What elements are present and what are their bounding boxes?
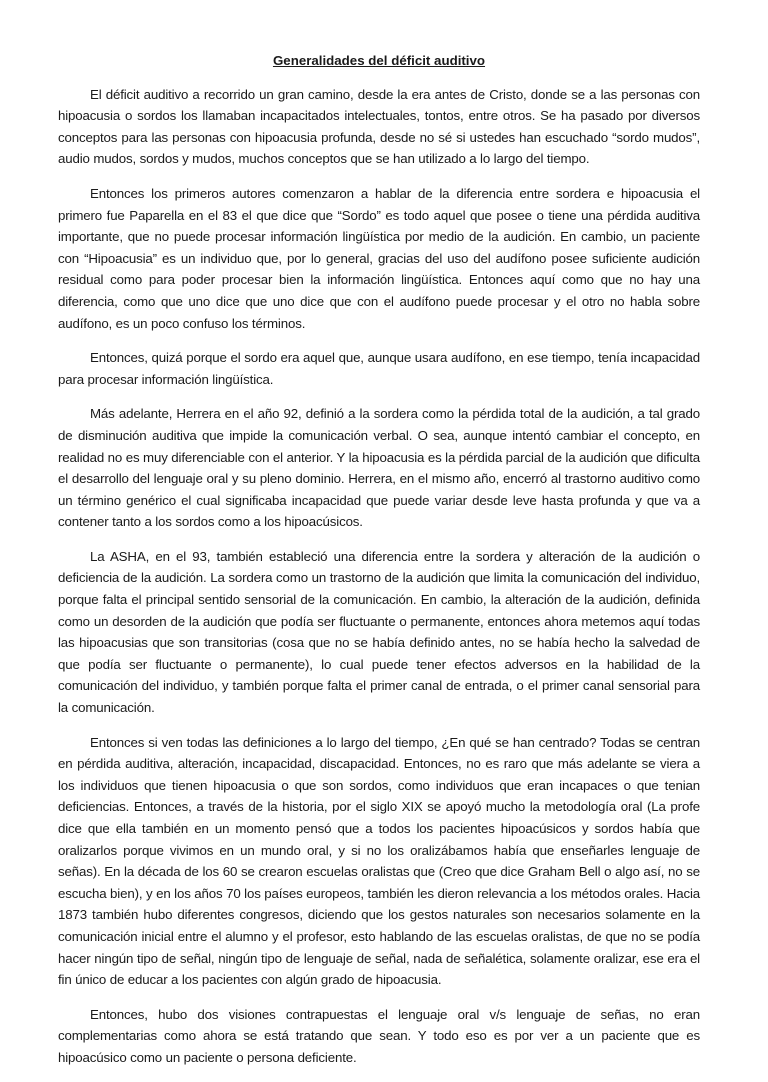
paragraph-6: Entonces si ven todas las definiciones a lo largo del tiempo, ¿En qué se han centrado? Todas se centran en pérdida auditiva, alteración, incapacidad, discapacidad. Entonces, no es raro que más adelante se viera a los individuos que tienen hipoacusia o que son sordos, como individuos que eran incapaces o que tenian deficiencias. Entonces, a través de la historia, por el siglo XIX se apoyó mucho la metodología oral (La profe dice que ella también en un momento pensó que a todos los pacientes hipoacúsicos y sordos había que oralizarlos porque vivimos en un mundo oral, y si no los oralizábamos había que enseñarles lenguaje de señas). En la década de los 60 se crearon escuelas oralistas que (Creo que dice Graham Bell o algo así, no se escucha bien), y en los años 70 los países europeos, también les dieron relevancia a los métodos orales. Hacia 1873 también hubo diferentes congresos, diciendo que los gestos naturales son necesarios solamente en la comunicación inicial entre el alumno y el profesor, esto hablando de las escuelas oralistas, de que no se podía hacer ningún tipo de señal, ningún tipo de lenguaje de señal, nada de señalética, solamente oralizar, ese era el fin único de educar a los pacientes con algún grado de hipoacusia.	[58, 734, 700, 988]
document-title: Generalidades del déficit auditivo	[272, 53, 486, 68]
paragraph-7: Entonces, hubo dos visiones contrapuestas el lenguaje oral v/s lenguaje de señas, no eran complementarias como ahora se está tratando que sean. Y todo eso es por ver a un paciente que es hipoacúsico como un paciente o persona deficiente.	[58, 1006, 700, 1065]
paragraph-5: La ASHA, en el 93, también estableció una diferencia entre la sordera y alteración de la audición o deficiencia de la audición. La sordera como un trastorno de la audición que limita la comunicación del individuo, porque falta el principal sentido sensorial de la comunicación. En cambio, la alteración de la audición, definida como un desorden de la audición que podía ser fluctuante o permanente, entonces ahora metemos aquí todas las hipoacusias que son transitorias (cosa que no se había definido antes, no se había hecho la salvedad de que podía ser fluctuante o permanente), lo cual puede tener efectos adversos en la habilidad de la comunicación del individuo, y también porque falta el primer canal de entrada, o el primer canal sensorial para la comunicación.	[58, 548, 700, 716]
paragraph-2: Entonces los primeros autores comenzaron a hablar de la diferencia entre sordera e hipoacusia el primero fue Paparella en el 83 el que dice que “Sordo” es todo aquel que posee o tiene una pérdida auditiva importante, que no puede procesar información lingüística por medio de la audición. En cambio, un paciente con “Hipoacusia” es un individuo que, por lo general, gracias del uso del audífono posee suficiente audición residual como para poder procesar bien la información lingüística. Entonces aquí como que no hay una diferencia, como que uno dice que uno dice que con el audífono puede procesar y el otro no habla sobre audífono, es un poco confuso los términos.	[58, 185, 700, 331]
paragraph-3: Entonces, quizá porque el sordo era aquel que, aunque usara audífono, en ese tiempo, tenía incapacidad para procesar información lingüística.	[58, 350, 700, 387]
paragraph-4: Más adelante, Herrera en el año 92, definió a la sordera como la pérdida total de la audición, a tal grado de disminución auditiva que impide la comunicación verbal. O sea, aunque intentó cambiar el concepto, en realidad no es muy diferenciable con el anterior. Y la hipoacusia es la pérdida parcial de la audición que dificulta el desarrollo del lenguaje oral y su pleno dominio. Herrera, en el mismo año, encerró al trastorno auditivo como un término genérico el cual significaba incapacidad que puede variar desde leve hasta profunda y que va a contener tanto a los sordos como a los hipoacúsicos.	[58, 406, 700, 530]
paragraph-1: El déficit auditivo a recorrido un gran camino, desde la era antes de Cristo, donde se a las personas con hipoacusia o sordos los llamaban incapacitados intelectuales, tontos, entre otros. Se ha pasado por diversos conceptos para las personas con hipoacusia profunda, desde no sé si ustedes han escuchado “sordo mudos”, audio mudos, sordos y mudos, muchos conceptos que se han utilizado a lo largo del tiempo.	[58, 86, 700, 167]
document-page	[58, 50, 700, 1082]
